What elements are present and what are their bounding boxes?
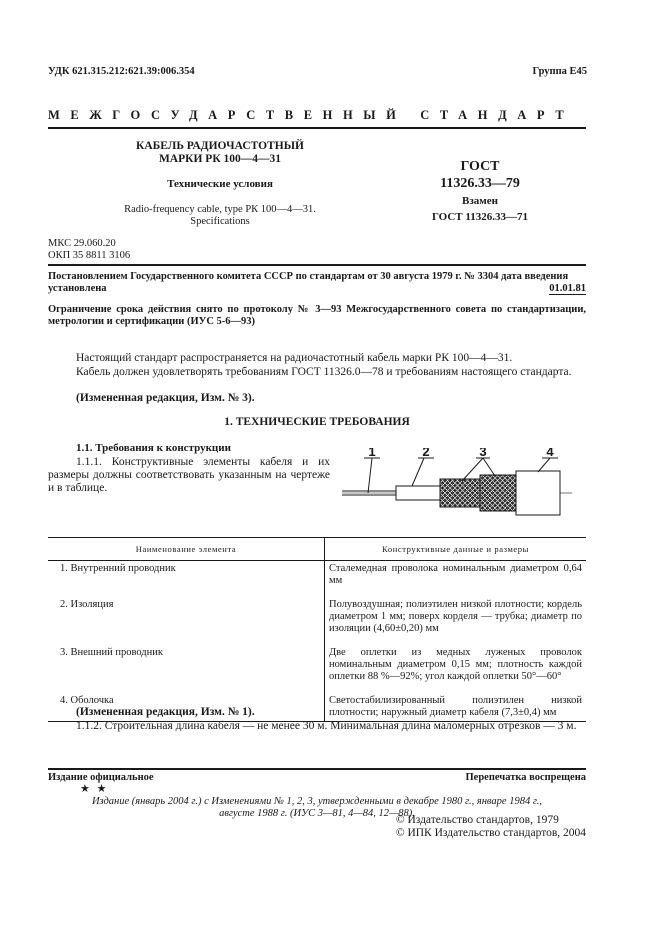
table-cell-name: 3. Внешний проводник: [48, 645, 325, 693]
clause-1-1-1: 1.1.1. Конструктивные элементы кабеля и их размеры должны соответствовать указанным на чертеже и в таблице.: [48, 456, 330, 494]
english-title-line-2: Specifications: [190, 216, 250, 227]
insulation-shape: [396, 486, 446, 500]
construction-table: [48, 537, 586, 722]
limitation-note: Ограничение срока действия снято по протоколу № 3—93 Межгосударственного совета по стандартизации, метрологии и сертификации (ИУС 5-6—93): [48, 304, 586, 327]
table-header-row: [48, 538, 586, 561]
copyright-block: [396, 814, 586, 840]
diagram-label-1: 1: [368, 448, 376, 459]
outer-braid-1-shape: [440, 479, 486, 507]
header-rule: [48, 127, 586, 129]
edition-line-1: Издание (январь 2004 г.) с Изменениями № 1, 2, 3, утвержденными в декабре 1980 г., январе 1984 г.,: [91, 796, 543, 807]
table-amendment: (Измененная редакция, Изм. № 1).: [76, 706, 255, 718]
copyright-2: © ИПК Издательство стандартов, 2004: [395, 827, 586, 839]
stars-mark: ★ ★: [80, 783, 109, 795]
footer-rule: [48, 768, 586, 770]
edition-line-2: августе 1988 г. (ИУС 3—81, 4—84, 12—88).: [219, 808, 415, 819]
gost-number: 11326.33—79: [440, 176, 520, 191]
table-row: [48, 561, 586, 598]
subsection-title: 1.1. Требования к конструкции: [76, 442, 231, 454]
title-line-2: МАРКИ РК 100—4—31: [158, 153, 282, 165]
official-edition: Издание официальное: [48, 772, 154, 783]
table-cell-value: Две оплетки из медных луженых проволок номинальным диаметром 0,15 мм; плотность каждой оплетки 88 %—92%; угол каждой оплетки 50°—60°: [329, 647, 582, 682]
decree-date: 01.01.81: [549, 283, 586, 294]
english-title: [100, 204, 340, 228]
okp-code: ОКП 35 8811 3106: [48, 250, 131, 261]
document-title: [100, 140, 340, 166]
jacket-shape: [516, 471, 560, 515]
diagram-label-3: 3: [479, 448, 487, 459]
replaces-label: Взамен: [462, 195, 498, 207]
table-row: [48, 645, 586, 693]
intro-amendment: (Измененная редакция, Изм. № 3).: [76, 392, 255, 404]
english-title-line-1: Radio-frequency cable, type РК 100—4—31.: [124, 204, 316, 215]
group-code: Группа Е45: [532, 66, 587, 77]
inner-conductor-shape: [342, 491, 402, 495]
table-cell-name: 2. Изоляция: [48, 597, 325, 645]
gost-label: ГОСТ: [460, 159, 500, 174]
codes-rule: [48, 264, 586, 266]
reprint-notice: Перепечатка воспрещена: [465, 772, 586, 783]
table-cell-name: 1. Внутренний проводник: [48, 561, 325, 598]
copyright-1: © Издательство стандартов, 1979: [395, 814, 559, 826]
diagram-label-4: 4: [546, 448, 554, 459]
intro-paragraph-2: Кабель должен удовлетворять требованиям ГОСТ 11326.0—78 и требованиям настоящего стандарта.: [76, 366, 572, 378]
table-header-element: Наименование элемента: [48, 538, 325, 561]
table-cell-value: Полувоздушная; полиэтилен низкой плотности; кордель диаметром 1 мм; поверх корделя — трубка; диаметр по изоляции (4,60±0,20) мм: [329, 599, 582, 634]
replaced-gost: ГОСТ 11326.33—71: [431, 211, 529, 223]
gost-block: [400, 158, 560, 224]
udk-code: УДК 621.315.212:621.39:006.354: [48, 66, 195, 77]
table-row: [48, 597, 586, 645]
title-line-1: КАБЕЛЬ РАДИОЧАСТОТНЫЙ: [136, 140, 304, 152]
mks-code: МКС 29.060.20: [48, 238, 116, 249]
decree-text: Постановлением Государственного комитета СССР по стандартам от 30 августа 1979 г. № 3304 дата введения установлена: [48, 271, 569, 294]
table-cell-value: Сталемедная проволока номинальным диаметром 0,64 мм: [329, 563, 582, 586]
diagram-label-2: 2: [422, 448, 430, 459]
document-subtitle: Технические условия: [167, 178, 273, 190]
standard-banner: МЕЖГОСУДАРСТВЕННЫЙ СТАНДАРТ: [48, 108, 575, 122]
table-cell-value: Светостабилизированный полиэтилен низкой плотности; наружный диаметр кабеля (7,3±0,4) мм: [325, 693, 587, 722]
table-header-data: Конструктивные данные и размеры: [325, 538, 587, 561]
clause-1-1-2: 1.1.2. Строительная длина кабеля — не менее 30 м. Минимальная длина маломерных отрезков — 3 м.: [76, 720, 577, 732]
classification-codes: [48, 238, 130, 262]
intro-paragraph-1: Настоящий стандарт распространяется на радиочастотный кабель марки РК 100—4—31.: [76, 352, 513, 364]
cable-diagram: [340, 448, 580, 520]
table-cell-name: 4. Оболочка: [48, 693, 325, 722]
section-title: 1. ТЕХНИЧЕСКИЕ ТРЕБОВАНИЯ: [224, 416, 410, 428]
